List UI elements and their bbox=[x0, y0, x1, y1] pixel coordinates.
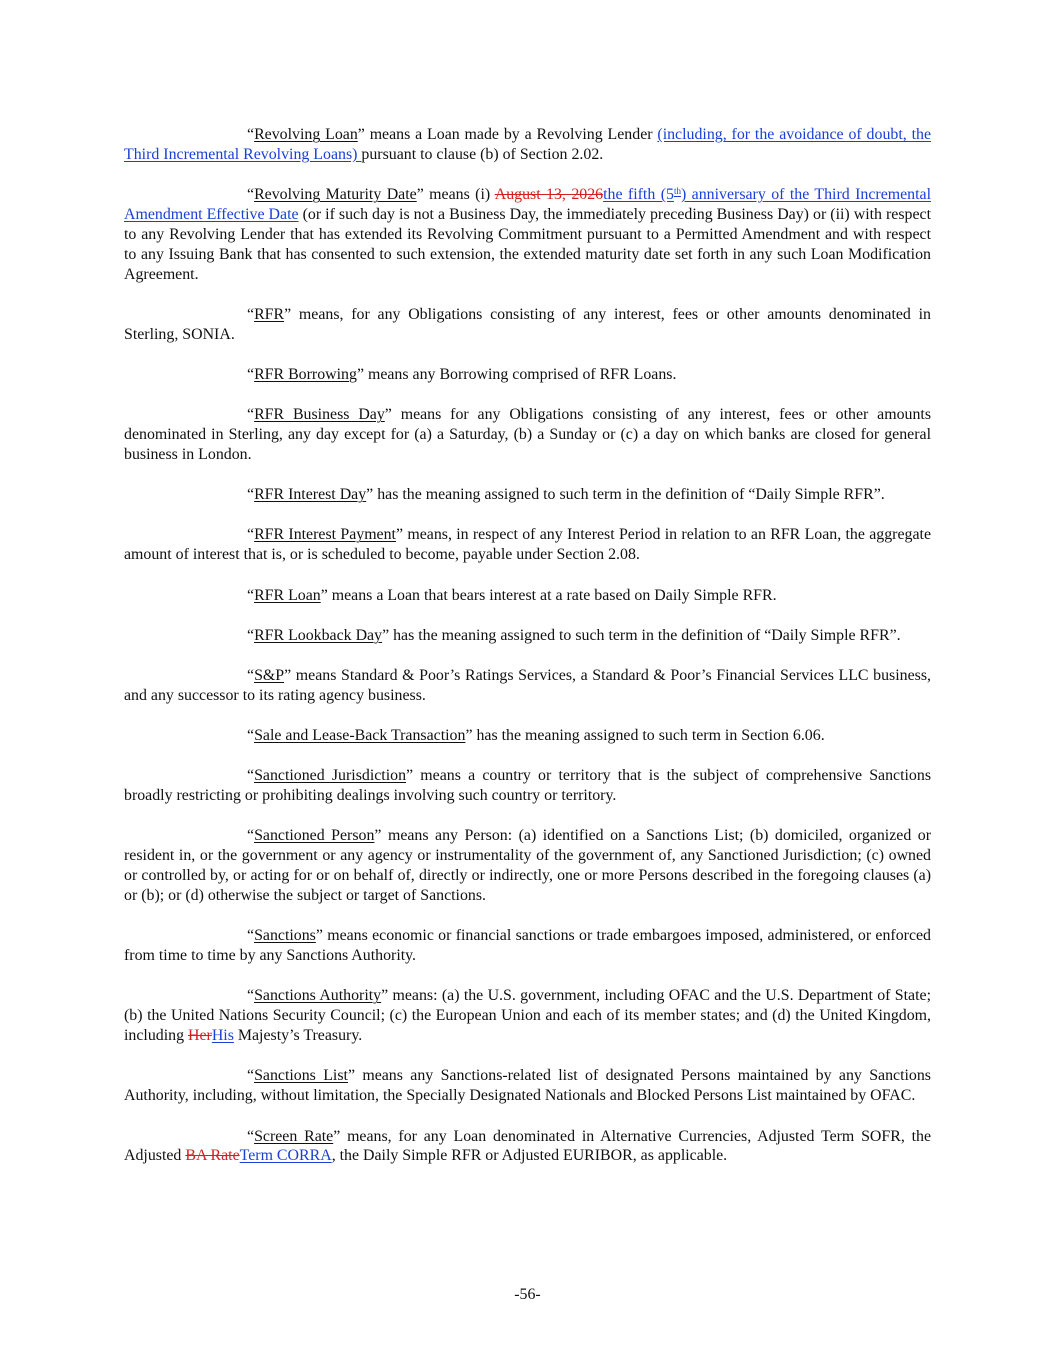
definition-sanctions bbox=[124, 926, 931, 966]
definition-sanctions-authority bbox=[124, 986, 931, 1046]
definition-rfr bbox=[124, 305, 931, 345]
definition-screen-rate bbox=[124, 1127, 931, 1167]
definition-sanctioned-jurisdiction bbox=[124, 766, 931, 806]
inserted-text: His bbox=[211, 1027, 234, 1045]
defined-term: RFR Loan bbox=[254, 586, 321, 604]
text-segment: ” means any Person: (a) identified on a Sanctions List; (b) domiciled, organized or resident in, or the government or any agency or instrumentality of the government of, any Sanctioned Jurisdiction; (c) owned or controlled by, or acting for or on behalf of, directly or indirectly, one or more Persons described in the foregoing clauses (a) or (b); or (d) otherwise the subject or target of Sanctions. bbox=[124, 827, 931, 905]
definition-revolving-loan bbox=[124, 125, 931, 165]
text-segment: ” means a Loan that bears interest at a rate based on Daily Simple RFR. bbox=[320, 586, 777, 604]
defined-term: S&P bbox=[254, 666, 285, 684]
definition-revolving-maturity-date bbox=[124, 185, 931, 285]
text-segment: “ bbox=[247, 927, 255, 945]
inserted-text: Term CORRA bbox=[239, 1147, 332, 1165]
definition-sale-and-lease-back-transaction bbox=[124, 726, 931, 746]
deleted-text: August 13, 2026 bbox=[494, 186, 604, 204]
text-segment: “ bbox=[247, 987, 255, 1005]
definition-rfr-business-day bbox=[124, 405, 931, 465]
defined-term: Screen Rate bbox=[254, 1127, 334, 1145]
text-segment: “ bbox=[247, 406, 255, 424]
text-segment: “ bbox=[247, 666, 255, 684]
text-segment: ” has the meaning assigned to such term in Section 6.06. bbox=[465, 727, 825, 745]
definition-rfr-loan bbox=[124, 586, 931, 606]
text-segment: ” means, for any Loan denominated in Alternative Currencies, Adjusted Term SOFR, the Adjusted bbox=[124, 1127, 932, 1165]
defined-term: Sanctioned Jurisdiction bbox=[254, 767, 407, 785]
text-segment: ” means (i) bbox=[416, 186, 495, 204]
defined-term: RFR Interest Payment bbox=[254, 526, 396, 544]
text-segment: ” has the meaning assigned to such term in the definition of “Daily Simple RFR”. bbox=[366, 486, 885, 504]
defined-term: Revolving Loan bbox=[254, 126, 358, 143]
defined-term: Sale and Lease-Back Transaction bbox=[254, 727, 466, 745]
text-segment: ” means any Borrowing comprised of RFR Loans. bbox=[356, 366, 677, 384]
inserted-superscript: th bbox=[673, 186, 681, 197]
definition-rfr-borrowing bbox=[124, 365, 931, 385]
text-segment: (or if such day is not a Business Day, the immediately preceding Business Day) or (ii) with respect to any Revolving Lender that has extended its Revolving Commitment pursuant to a Permitted Amendment and with respect to any Issuing Bank that has consented to such extension, the extended maturity date set forth in any such Loan Modification Agreement. bbox=[124, 206, 932, 283]
deleted-text: Her bbox=[188, 1027, 212, 1045]
defined-term: RFR Lookback Day bbox=[254, 626, 383, 644]
text-segment: ” means: (a) the U.S. government, including OFAC and the U.S. Department of State; (b) the United Nations Security Council; (c) the European Union and each of its member states; and (d) the United Kingdom, including bbox=[124, 987, 931, 1045]
text-segment: “ bbox=[247, 586, 255, 604]
text-segment: “ bbox=[247, 827, 255, 845]
text-segment: “ bbox=[247, 486, 255, 504]
text-segment: “ bbox=[247, 305, 255, 323]
text-segment: “ bbox=[247, 626, 255, 644]
defined-term: RFR Borrowing bbox=[254, 366, 357, 384]
text-segment: “ bbox=[247, 366, 255, 384]
page-number: -56- bbox=[514, 1286, 541, 1303]
text-segment: ” means a country or territory that is the subject of comprehensive Sanctions broadly restricting or prohibiting dealings involving such country or territory. bbox=[124, 767, 931, 805]
definition-sanctioned-person bbox=[124, 826, 931, 906]
inserted-text: the fifth (5 bbox=[603, 186, 674, 204]
definition-sanctions-list bbox=[124, 1066, 931, 1106]
text-segment: “ bbox=[247, 727, 255, 745]
text-segment: ” means for any Obligations consisting of any interest, fees or other amounts denominated in Sterling, any day except for (a) a Saturday, (b) a Sunday or (c) a day on which banks are closed for general business in London. bbox=[124, 406, 931, 464]
inserted-text: ) anniversary of the Third Incremental Amendment Effective Date bbox=[124, 186, 931, 224]
text-segment: , the Daily Simple RFR or Adjusted EURIBOR, as applicable. bbox=[331, 1147, 728, 1165]
definitions-list bbox=[124, 125, 931, 1187]
deleted-text: BA Rate bbox=[185, 1147, 240, 1165]
definition-s-and-p bbox=[124, 666, 931, 706]
definition-rfr-interest-payment bbox=[124, 525, 931, 565]
text-segment: ” has the meaning assigned to such term in the definition of “Daily Simple RFR”. bbox=[382, 626, 901, 644]
defined-term: RFR bbox=[254, 305, 285, 323]
text-segment: ” means Standard & Poor’s Ratings Services, a Standard & Poor’s Financial Services LLC business, and any successor to its rating agency business. bbox=[124, 666, 931, 704]
text-segment: ” means any Sanctions-related list of designated Persons maintained by any Sanctions Authority, including, without limitation, the Specially Designated Nationals and Blocked Persons List maintained by OFAC. bbox=[124, 1067, 931, 1105]
defined-term: Sanctioned Person bbox=[254, 827, 375, 845]
defined-term: RFR Interest Day bbox=[254, 486, 367, 504]
defined-term: Sanctions List bbox=[254, 1067, 348, 1085]
text-segment: “ bbox=[247, 1127, 255, 1145]
text-segment: “ bbox=[247, 1067, 255, 1085]
text-segment: “ bbox=[247, 526, 255, 544]
text-segment: ” means a Loan made by a Revolving Lender bbox=[357, 126, 658, 143]
defined-term: Sanctions Authority bbox=[254, 987, 382, 1005]
text-segment: Majesty’s Treasury. bbox=[233, 1027, 363, 1045]
text-segment: ” means economic or financial sanctions or trade embargoes imposed, administered, or enforced from time to time by any Sanctions Authority. bbox=[124, 927, 931, 965]
inserted-text: (including, for the avoidance of doubt, the Third Incremental Revolving Loans) bbox=[124, 126, 931, 163]
defined-term: RFR Business Day bbox=[254, 406, 385, 424]
definition-rfr-interest-day bbox=[124, 485, 931, 505]
text-segment: “ bbox=[247, 126, 255, 143]
text-segment: “ bbox=[247, 767, 255, 785]
definition-rfr-lookback-day bbox=[124, 626, 931, 646]
defined-term: Revolving Maturity Date bbox=[254, 186, 417, 204]
defined-term: Sanctions bbox=[254, 927, 316, 945]
text-segment: ” means, in respect of any Interest Period in relation to an RFR Loan, the aggregate amount of interest that is, or is scheduled to become, payable under Section 2.08. bbox=[124, 526, 931, 564]
text-segment: “ bbox=[247, 186, 255, 204]
text-segment: pursuant to clause (b) of Section 2.02. bbox=[361, 145, 604, 163]
text-segment: ” means, for any Obligations consisting of any interest, fees or other amounts denominated in Sterling, SONIA. bbox=[124, 305, 931, 343]
